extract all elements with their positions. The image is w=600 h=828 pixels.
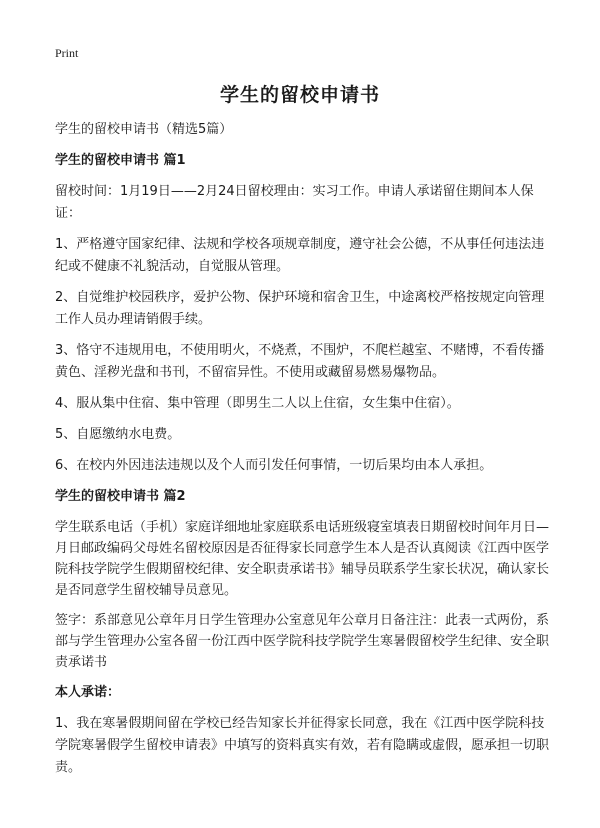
section-3-paragraph: 1、我在寒暑假期间留在学校已经告知家长并征得家长同意，我在《江西中医学院科技学院寒暑假学生留校申请表》中填写的资料真实有效，若有隐瞒或虚假，愿承担一切职责。 — [55, 716, 550, 775]
section-1-item: 6、在校内外因违法违规以及个人而引发任何事情，一切后果均由本人承担。 — [55, 458, 493, 473]
section-2-paragraph: 学生联系电话（手机）家庭详细地址家庭联系电话班级寝室填表日期留校时间年月日—月日邮政编码父母姓名留校原因是否征得家长同意学生本人是否认真阅读《江西中医学院科技学院学生假期留校纪律、安全职责承诺书》辅导员联系学生家长状况，确认家长是否同意学生留校辅导员意见。 — [55, 520, 550, 598]
page-title: 学生的留校申请书 — [219, 84, 380, 106]
section-3-heading: 本人承诺： — [55, 685, 121, 700]
section-1-item: 2、自觉维护校园秩序，爱护公物、保护环境和宿舍卫生，中途离校严格按规定向管理工作人员办理请销假手续。 — [55, 290, 545, 327]
section-1-item: 4、服从集中住宿、集中管理（即男生二人以上住宿，女生集中住宿）。 — [55, 396, 460, 411]
section-1-intro: 留校时间：1月19日——2月24日留校理由：实习工作。申请人承诺留住期间本人保证： — [55, 184, 534, 221]
section-1-item: 1、严格遵守国家纪律、法规和学校各项规章制度，遵守社会公德，不从事任何违法违纪或不健康不礼貌活动，自觉服从管理。 — [55, 237, 545, 274]
section-1-item: 5、自愿缴纳水电费。 — [55, 427, 181, 442]
section-2-paragraph: 签字：系部意见公章年月日学生管理办公室意见年公章月日备注注：此表一式两份，系部与学生管理办公室各留一份江西中医学院科技学院学生寒暑假留校学生纪律、安全职责承诺书 — [55, 613, 550, 670]
print-link[interactable]: Print — [55, 46, 79, 60]
document-body — [55, 119, 552, 788]
section-2-heading: 学生的留校申请书 篇2 — [55, 489, 186, 504]
document-subtitle: 学生的留校申请书（精选5篇） — [55, 122, 233, 137]
section-1-heading: 学生的留校申请书 篇1 — [55, 153, 186, 168]
section-1-item: 3、恪守不违规用电，不使用明火，不烧煮，不围炉，不爬栏越室、不赌博，不看传播黄色、淫秽光盘和书刊，不留宿异性。不使用或藏留易燃易爆物品。 — [55, 343, 545, 380]
